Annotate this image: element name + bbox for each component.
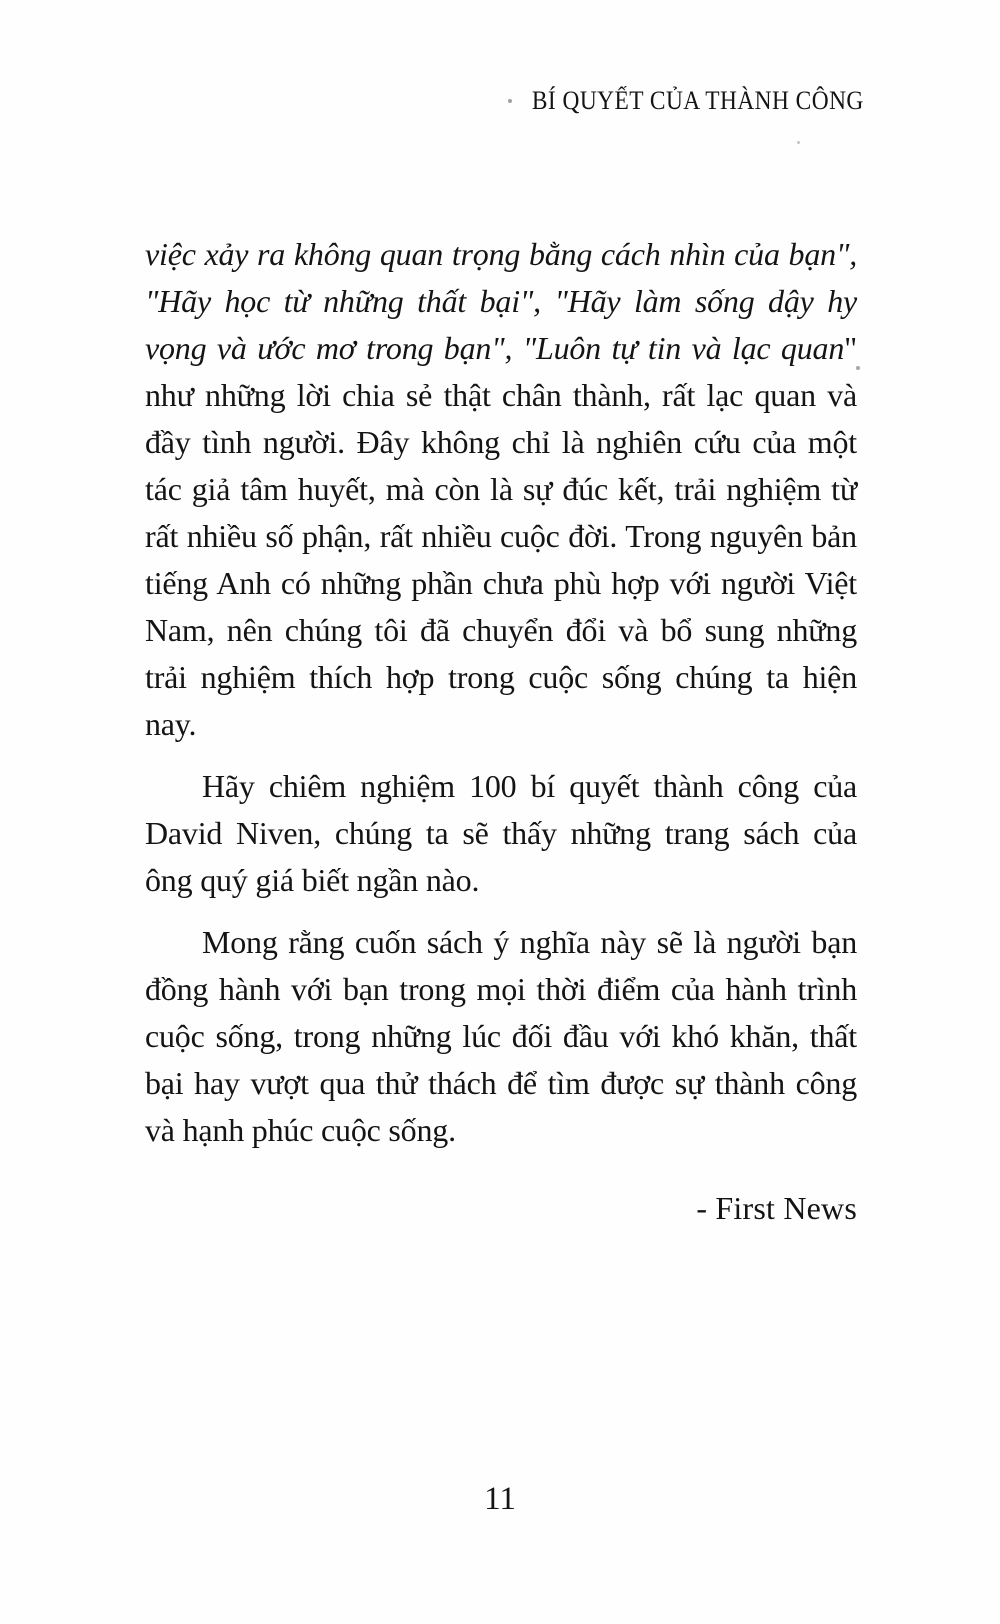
- paragraph-david-niven: [145, 763, 857, 904]
- page-body: [145, 231, 857, 1232]
- body-text: " như những lời chia sẻ thật chân thành, rất lạc quan và đầy tình người. Đây không chỉ là nghiên cứu của một tác giả tâm huyết, mà còn là sự đúc kết, trải nghiệm từ rất nhiều số phận, rất nhiều cuộc đời. Trong nguyên bản tiếng Anh có những phần chưa phù hợp với người Việt Nam, nên chúng tôi đã chuyển đổi và bổ sung những trải nghiệm thích hợp trong cuộc sống chúng ta hiện nay.: [145, 330, 857, 742]
- running-header: [0, 86, 864, 116]
- signature: - First News: [696, 1190, 857, 1226]
- page-number: 11: [484, 1481, 516, 1517]
- paragraph-continuation: [145, 231, 857, 748]
- body-text: Hãy chiêm nghiệm 100 bí quyết thành công của David Niven, chúng ta sẽ thấy những trang sách của ông quý giá biết ngần nào.: [145, 768, 857, 898]
- body-text: Mong rằng cuốn sách ý nghĩa này sẽ là người bạn đồng hành với bạn trong mọi thời điểm của hành trình cuộc sống, trong những lúc đối đầu với khó khăn, thất bại hay vượt qua thử thách để tìm được sự thành công và hạnh phúc cuộc sống.: [145, 924, 857, 1148]
- scan-speck: [508, 99, 512, 103]
- paragraph-closing-wish: [145, 919, 857, 1154]
- running-header-text: BÍ QUYẾT CỦA THÀNH CÔNG: [532, 86, 864, 115]
- quoted-italic-text: việc xảy ra không quan trọng bằng cách nhìn của bạn", "Hãy học từ những thất bại", "Hãy làm sống dậy hy vọng và ước mơ trong bạn", "Luôn tự tin và lạc quan: [145, 236, 857, 366]
- scan-speck: [797, 141, 800, 144]
